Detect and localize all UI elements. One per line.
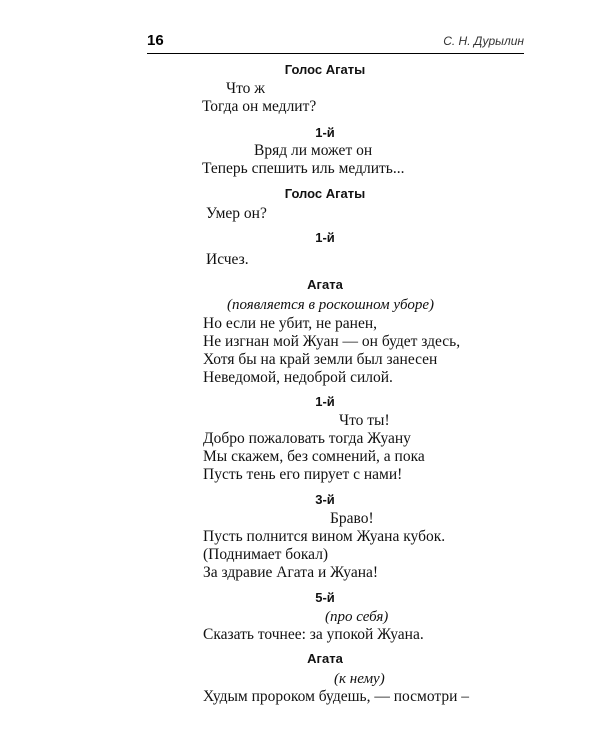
verse-line: Добро пожаловать тогда Жуану: [203, 430, 411, 447]
verse-line: Тогда он медлит?: [202, 98, 317, 115]
verse-line: Пусть полнится вином Жуана кубок.: [203, 528, 446, 545]
verse-line: За здравие Агата и Жуана!: [203, 564, 379, 581]
speaker-name: 5-й: [315, 590, 335, 605]
verse-line: Что ты!: [339, 412, 390, 429]
verse-line: Исчез.: [206, 251, 249, 268]
verse-line: Пусть тень его пирует с нами!: [203, 466, 403, 483]
page-number: 16: [147, 32, 164, 49]
verse-line: Хотя бы на край земли был занесен: [203, 351, 438, 368]
stage-direction: (появляется в роскошном уборе): [227, 297, 435, 313]
running-head-author: С. Н. Дурылин: [443, 34, 524, 48]
speaker-name: Агата: [307, 651, 343, 666]
verse-line: Что ж: [226, 80, 265, 97]
stage-direction: (к нему): [334, 671, 385, 687]
speaker-name: Голос Агаты: [284, 186, 366, 201]
verse-line: Сказать точнее: за упокой Жуана.: [203, 626, 424, 643]
verse-line: Вряд ли может он: [254, 142, 373, 159]
speaker-name: 1-й: [315, 230, 335, 245]
speaker-name: Агата: [307, 277, 343, 292]
speaker-name: Голос Агаты: [284, 62, 366, 77]
verse-line: Браво!: [330, 510, 374, 527]
verse-line: Умер он?: [206, 205, 267, 222]
stage-direction: (про себя): [325, 609, 389, 625]
verse-line: Теперь спешить иль медлить...: [202, 160, 405, 177]
verse-line: Не изгнан мой Жуан — он будет здесь,: [203, 333, 461, 350]
verse-line: Неведомой, недоброй силой.: [203, 369, 393, 386]
speaker-name: 3-й: [315, 492, 335, 507]
header-rule: [147, 53, 524, 54]
speaker-name: 1-й: [315, 394, 335, 409]
stage-direction-inline: (Поднимает бокал): [203, 546, 329, 563]
verse-line: Худым пророком будешь, — посмотри –: [203, 688, 470, 705]
speaker-name: 1-й: [315, 125, 335, 140]
verse-line: Мы скажем, без сомнений, а пока: [203, 448, 425, 465]
verse-line: Но если не убит, не ранен,: [203, 315, 378, 332]
